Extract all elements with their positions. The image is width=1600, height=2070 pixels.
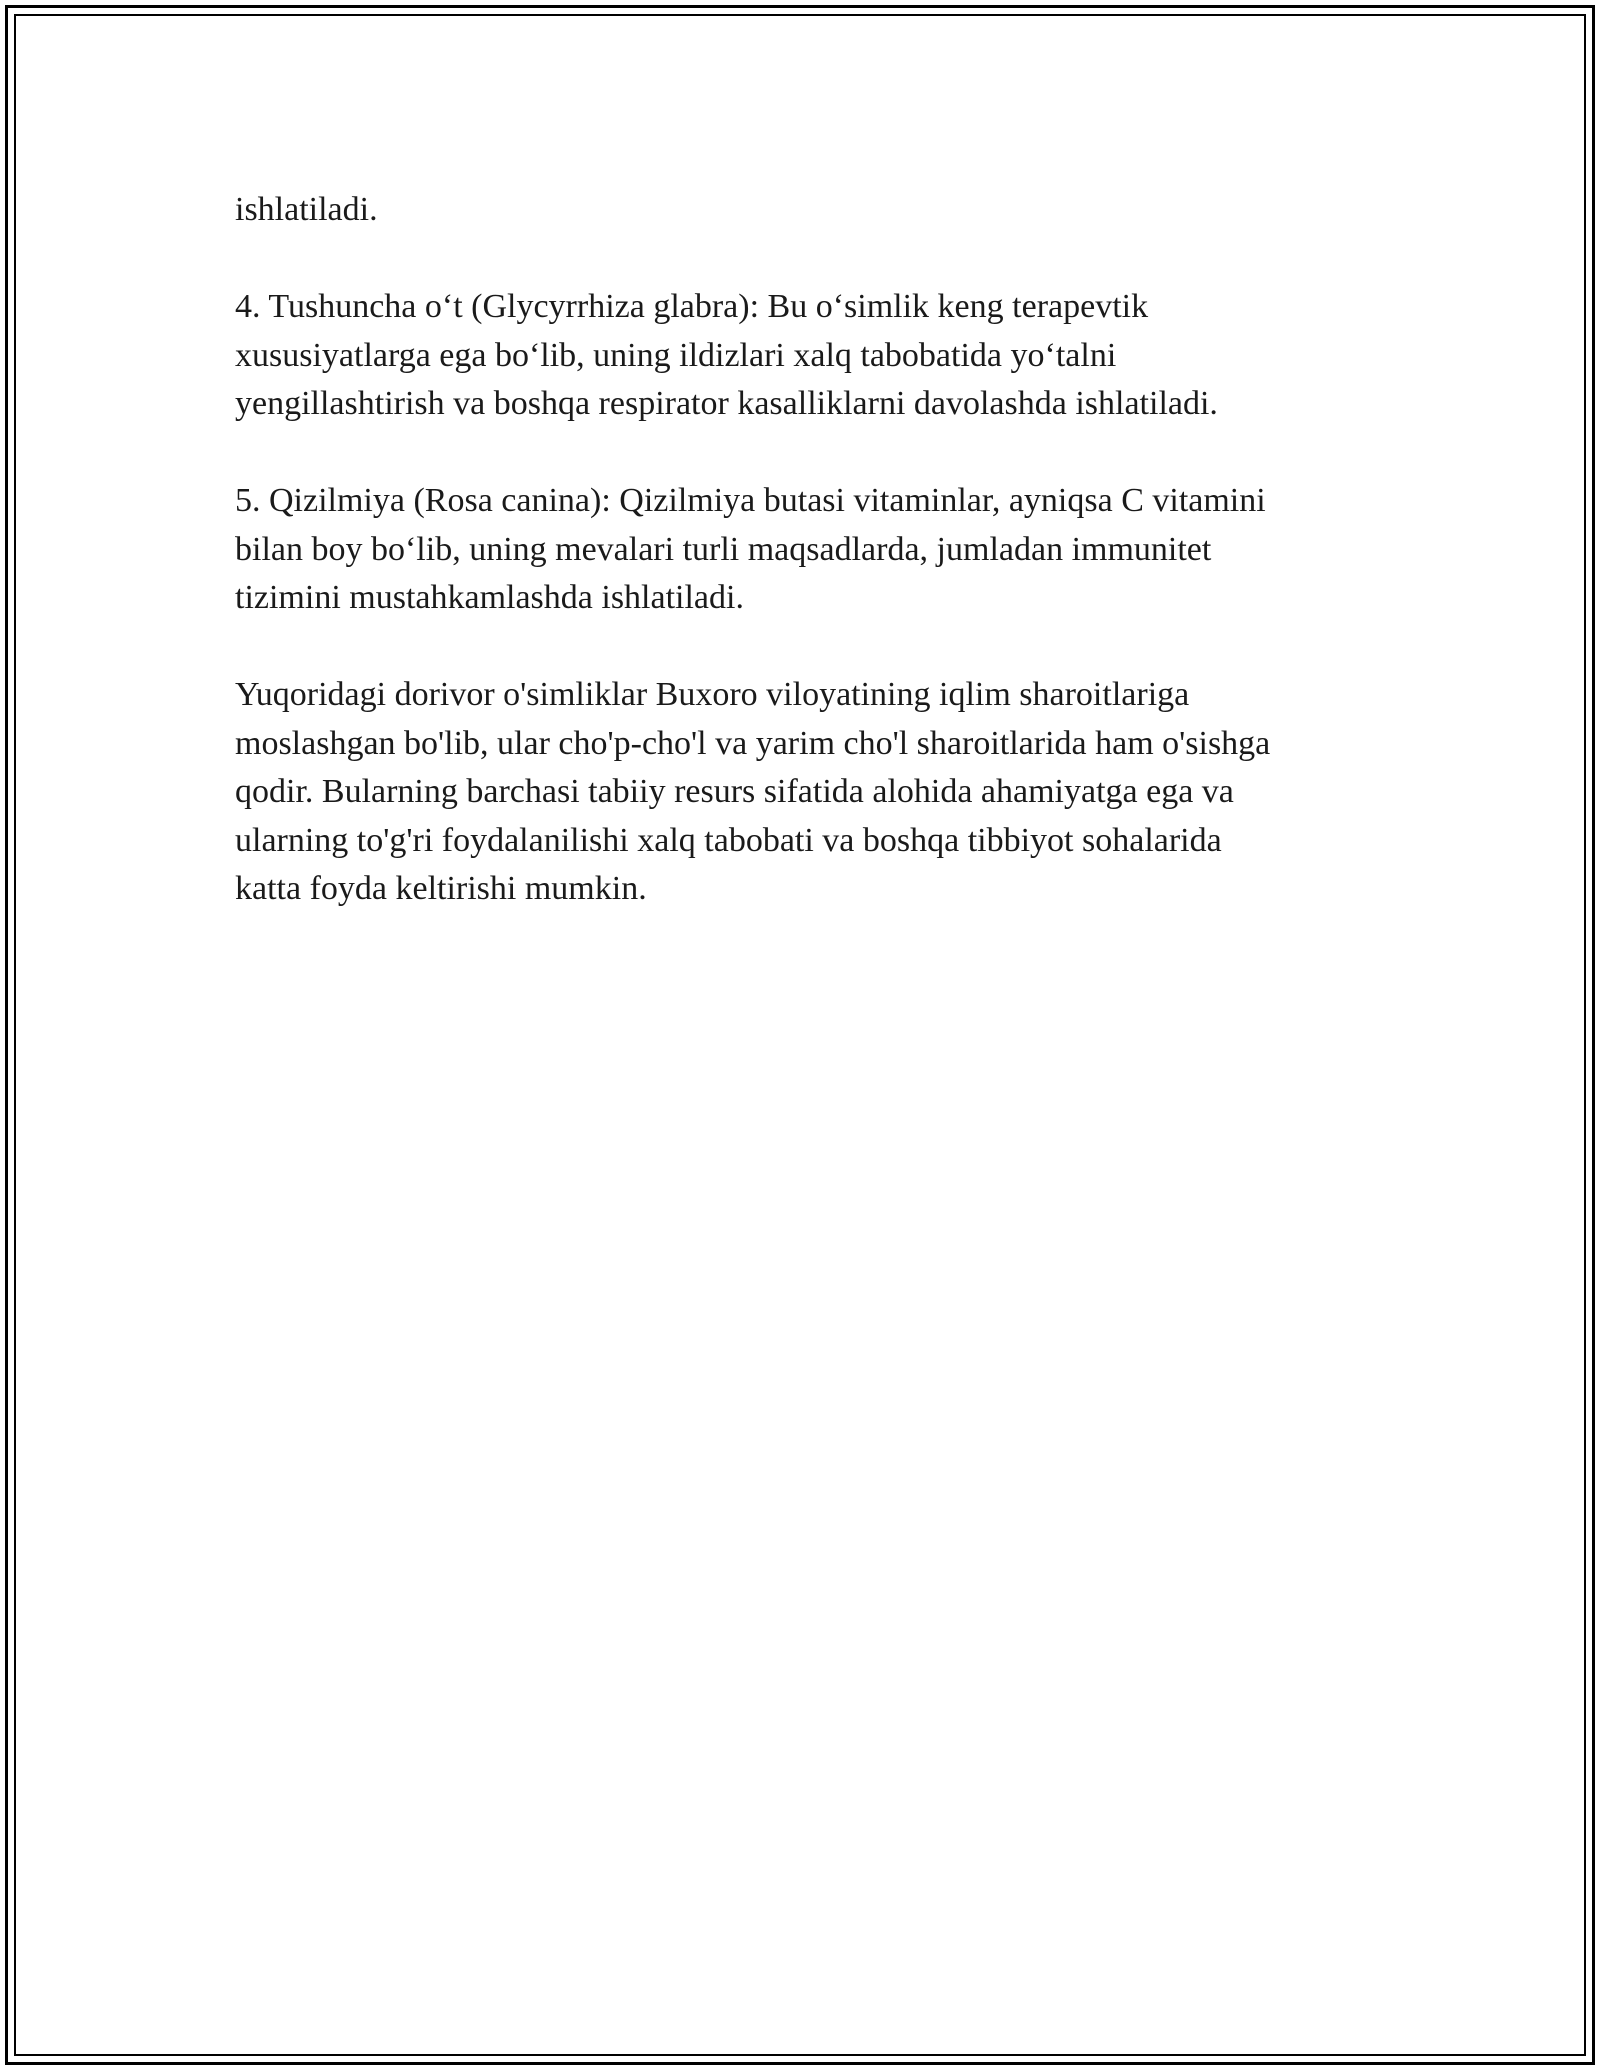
document-body xyxy=(235,186,1365,962)
paragraph-continuation: ishlatiladi. xyxy=(235,191,378,228)
paragraph-conclusion: Yuqoridagi dorivor o'simliklar Buxoro viloyatining iqlim sharoitlariga moslashgan bo'lib, ular cho'p-cho'l va yarim cho'l sharoitlarida ham o'sishga qodir. Bularning barchasi tabiiy resurs sifatida alohida ahamiyatga ega va ularning to'g'ri foydalanilishi xalq tabobati va boshqa tibbiyot sohalarida katta foyda keltirishi mumkin. xyxy=(235,676,1271,907)
paragraph-glycyrrhiza: 4. Tushuncha o‘t (Glycyrrhiza glabra): Bu o‘simlik keng terapevtik xususiyatlarga ega bo‘lib, uning ildizlari xalq tabobatida yo‘talni yengillashtirish va boshqa respirator kasalliklarni davolashda ishlatiladi. xyxy=(235,288,1218,422)
paragraph-rosa-canina: 5. Qizilmiya (Rosa canina): Qizilmiya butasi vitaminlar, ayniqsa C vitamini bilan boy bo‘lib, uning mevalari turli maqsadlarda, jumladan immunitet tizimini mustahkamlashda ishlatiladi. xyxy=(235,482,1266,616)
